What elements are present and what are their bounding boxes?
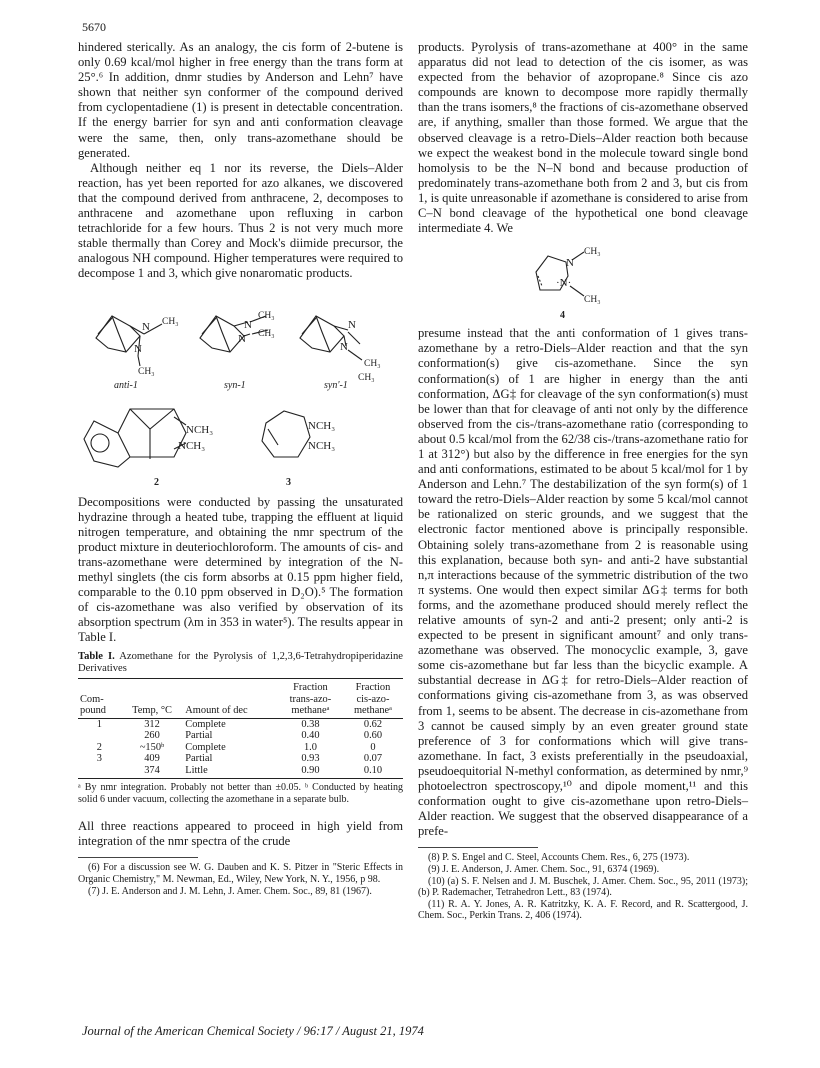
th-temp: Temp, °C [121,681,184,718]
footnote-rule [78,857,198,858]
table-row [78,718,403,730]
reference-6: (6) For a discussion see W. G. Dauben and K. S. Pitzer in "Steric Effects in Organic Chemistry," M. Newman, Ed., Wiley, New York, N. Y., 1956, p 98. [78,862,403,886]
table-footnote: ᵃ By nmr integration. Probably not better than ±0.05. ᵇ Conducted by heating solid 6 under vacuum, collecting the azomethane in a separate bulb. [78,782,403,805]
cell-amount: Complete [185,718,226,730]
cell-cis: 0.10 [343,765,403,779]
synp1-ch3-top: CH₃ [364,358,381,369]
syn1-ch3-top: CH₃ [258,310,275,321]
th-amount: Amount of dec [183,681,278,718]
cell-temp: 374 [121,765,184,779]
structure-4 [526,242,748,322]
table-row [78,742,403,754]
cell-trans: 0.93 [301,753,320,765]
cell-cis: 0.07 [363,753,383,765]
footnote-rule-right [418,847,538,848]
page-number: 5670 [82,20,106,34]
structures-1 [78,288,403,393]
synp1-label: syn'-1 [324,379,348,391]
synp1-ch3-bot: CH₃ [358,372,375,383]
comp2-label: 2 [154,476,159,488]
struct4-label: 4 [560,310,565,322]
cell-amount: Complete [185,741,226,753]
left-paragraph-4: All three reactions appeared to proceed in high yield from integration of the nmr spectra of the crude [78,819,403,849]
anthracene-pyridazine-diagrams [78,399,403,491]
comp3-label: 3 [286,476,291,488]
cell-temp: ~150ᵇ [139,741,165,753]
cell-compound: 2 [96,741,102,753]
syn1-n-top: N [244,318,252,331]
cell-temp: 312 [144,718,160,730]
th-compound: Com- pound [78,681,121,718]
norbornene-diagrams [78,288,403,393]
left-references [78,862,403,897]
structures-2-3 [78,399,403,491]
struct4-ch3-top: CH₃ [584,247,601,258]
anti1-label: anti-1 [114,379,138,391]
cell-cis: 0.60 [363,730,383,742]
anti1-ch3-bot: CH₃ [138,366,155,377]
syn1-n-bot: N [238,332,246,345]
comp2-nch3-bot: NCH₃ [178,439,206,452]
th-trans: Fraction trans-azo- methaneᵃ [278,681,343,718]
reference-8: (8) P. S. Engel and C. Steel, Accounts Chem. Res., 6, 275 (1973). [428,852,690,864]
table-label: Table I. [78,651,115,663]
left-column [78,40,403,897]
cell-trans: 0.40 [301,730,320,742]
cell-cis: 0.62 [363,718,383,730]
table-title [78,651,403,679]
right-paragraph-1: products. Pyrolysis of trans-azomethane at 400° in the same apparatus did not lead to detection of the cis isomer, as was expected from the behavior of azopropane.⁸ Since cis azo compounds are known to decompose more rapidly thermally than the trans isomers,⁸ the fractions of cis-azomethane observed are, if anything, smaller than those formed. We argue that the observed cleavage is a retro-Diels–Alder reaction both because we expect the weakest bond in the molecule toward single bond homolysis to be the N–N bond and because production of predominately trans-azomethane both from 2 and 3, but cis from 1, is quite unreasonable if azomethane is considered to arise from C–N bond cleavage of the hypothetical one bond cleavage intermediate 4. We [418,40,748,236]
cell-amount: Partial [185,730,213,742]
table-row [78,753,403,765]
intermediate-4-diagram [526,242,646,322]
comp2-nch3-top: NCH₃ [186,423,214,436]
comp3-nch3-bot: NCH₃ [308,439,336,452]
cell-cis: 0 [370,741,376,753]
struct4-n-bot: ·N· [556,277,572,290]
cell-temp: 260 [144,730,160,742]
right-references [418,852,748,922]
reference-7: (7) J. E. Anderson and J. M. Lehn, J. Amer. Chem. Soc., 89, 81 (1967). [88,885,372,897]
cell-amount: Partial [185,753,213,765]
synp1-n-top: N [348,318,356,331]
left-paragraph-1: hindered sterically. As an analogy, the cis form of 2-butene is only 0.69 kcal/mol higher in free energy than the trans form at 25°.⁶ In addition, dnmr studies by Anderson and Lehn⁷ have shown that neither syn conformer of the compound derived from cyclopentadiene (1) is present in detectable concentration. If the energy barrier for syn and anti conformation cleavage were the same, then, only trans-azomethane should be generated. [78,40,403,160]
cell-trans: 0.90 [278,765,343,779]
cell-compound [78,765,121,779]
struct4-ch3-bot: CH₃ [584,295,601,306]
left-paragraph-2: Although neither eq 1 nor its reverse, the Diels–Alder reaction, has yet been reported for azo alkanes, we discovered that the compound derived from anthracene, 2, decomposes to anthracene and azomethane upon refluxing in carbon tetrachloride for a few hours. Thus 2 is not very much more stable thermally than Corey and Mock's diimide precursor, the analogous NH compound. Higher temperatures were required to decompose 1 and 3, which give nonaromatic products. [78,160,403,281]
azomethane-table [78,681,403,779]
synp1-n-bot: N [340,340,348,353]
reference-11: (11) R. A. Y. Jones, A. R. Katritzky, K. A. F. Record, and R. Scattergood, J. Chem. Soc., Perkin Trans. 2, 406 (1974). [418,898,748,922]
left-paragraph-3: Decompositions were conducted by passing the unsaturated hydrazine through a heated tube, trapping the effluent at liquid nitrogen temperature, and obtaining the nmr spectrum of the product mixture in deuteriochloroform. The amounts of cis- and trans-azomethane were determined by integration of the N-methyl singlets (the cis form absorbs at 0.15 ppm higher field, comparable to the 0.10 ppm observed in D₂O).⁵ The formation of cis-azomethane was also verified by observation of its absorption spectrum (λm in 353 in water⁵). The results appear in Table I. [78,494,403,645]
syn1-ch3-bot: CH₃ [258,328,275,339]
cell-trans: 0.38 [301,718,320,730]
cell-compound [78,730,121,742]
syn1-label: syn-1 [224,379,246,391]
cell-trans: 1.0 [303,741,317,753]
reference-10: (10) (a) S. F. Nelsen and J. M. Buschek, J. Amer. Chem. Soc., 95, 2011 (1973); (b) P. Rademacher, Tetrahedron Lett., 83 (1974). [418,875,748,899]
anti1-ch3-top: CH₃ [162,316,179,327]
th-cis: Fraction cis-azo- methaneᵃ [343,681,403,718]
comp3-nch3-top: NCH₃ [308,419,336,432]
table-row [78,730,403,742]
right-paragraph-2: presume instead that the anti conformation of 1 gives trans-azomethane by a retro-Diels–Alder reaction and that the syn conformation(s) give cis-azomethane. Since the syn conformation(s) of 1 are higher in energy than the anti conformation, ΔG‡ for cleavage of the syn conformation(s) must be lower than that for cleavage of anti not only by the difference observed from the cis-/trans-azomethane ratio (corresponding to about 0.5 kcal/mol from the 62/38 cis-/trans-azomethane ratio for 1 at 312°) but also by the difference in free energies for the syn and anti conformations, estimated to be about 5 kcal/mol for 1 by Anderson and Lehn.⁷ The destabilization of the syn form(s) of 1 toward the retro-Diels–Alder reaction by some 5 kcal/mol cannot be rationalized on steric grounds, and we suggest that the electronic factor mentioned above is principally responsible. Obtaining solely trans-azomethane from 2 is reasonable using this explanation, because both syn- and anti-2 have substantial n,π interactions because of the symmetric distribution of the two π systems. One would then expect similar ΔG‡ terms for both forms, and the azomethane produced should merely reflect the relative amounts of syn-2 and anti-2 present; only anti-2 is expected to be present in significant amount⁷ and only trans-azomethane was observed. The monocyclic example, 3, gave some cis-azomethane but far less than the bicyclic example. A substantial decrease in ΔG‡ for retro-Diels–Alder reaction of conformations giving cis-azomethane from 3, as was observed from 1, seems to be absent. The decrease in cis-azomethane from 3 cannot be caused simply by an even greater ground state preference of 3 for conformations which will give trans-azomethane. In fact, 3 exists preferentially in the pseudoaxial, pseudoequitorial N-methyl conformation, as determined by nmr,⁹ photoelectron spectroscopy,¹⁰ and dipole moment,¹¹ and this conformation ought to give cis-azomethane upon retro-Diels–Alder reaction. We suggest that the observed disappearance of a prefe- [418,326,748,839]
table-caption: Azomethane for the Pyrolysis of 1,2,3,6-Tetrahydropiperidazine Derivatives [78,651,403,675]
cell-amount: Little [183,765,278,779]
journal-footer: Journal of the American Chemical Society / 96:17 / August 21, 1974 [82,1024,424,1038]
right-column [418,40,748,922]
anti1-n-bot: N [134,342,142,355]
cell-compound: 1 [96,718,102,730]
table-row [78,765,403,779]
cell-compound: 3 [96,753,102,765]
reference-9: (9) J. E. Anderson, J. Amer. Chem. Soc., 91, 6374 (1969). [428,864,660,875]
anti1-n-top: N [142,320,150,333]
struct4-n-top: N [566,257,574,270]
cell-temp: 409 [144,753,160,765]
